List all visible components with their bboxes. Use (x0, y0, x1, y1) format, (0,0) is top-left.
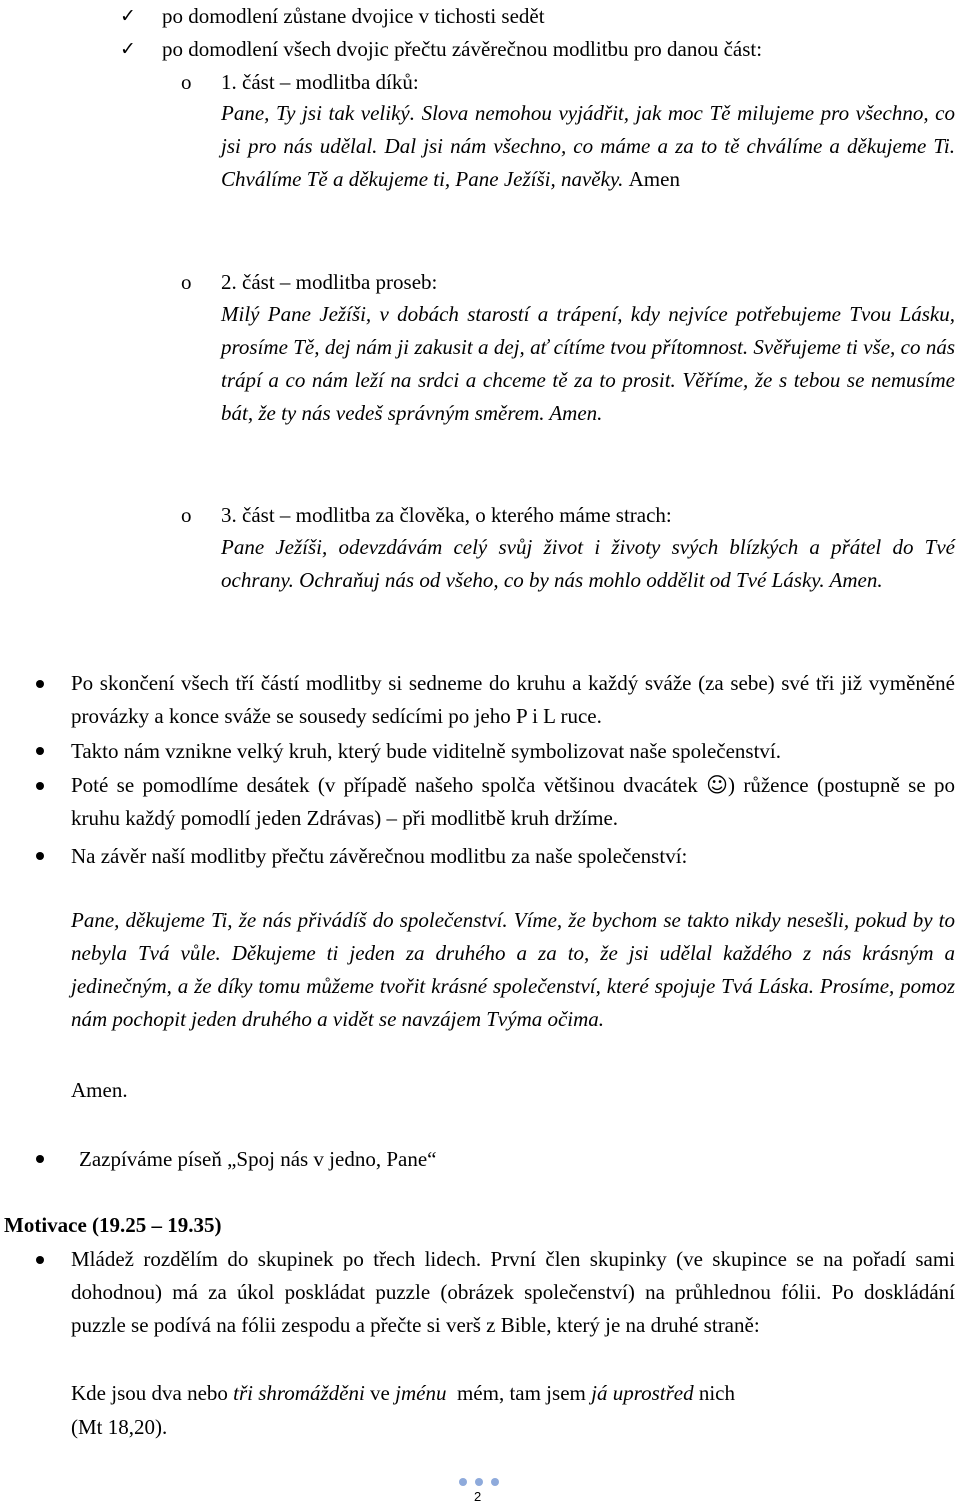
check-item-text: po domodlení zůstane dvojice v tichosti sedět (162, 4, 545, 28)
part-heading: 2. část – modlitba proseb: (221, 270, 438, 294)
smiley-icon: ☺ (706, 773, 729, 797)
footer-dots-decoration (459, 1478, 503, 1488)
song-text: Zazpíváme píseň „Spoj nás v jedno, Pane“ (79, 1147, 437, 1171)
verse-reference: (Mt 18,20). (71, 1415, 168, 1439)
final-amen: Amen. (71, 1078, 128, 1102)
circle-bullet: o (181, 70, 192, 94)
final-prayer-text: Pane, děkujeme Ti, že nás přivádíš do společenství. Víme, že bychom se takto nikdy nesešli, pokud by to nebyla Tvá vůle. Děkujeme ti jeden za druhého a za to, že jsi udělal každého z nás krásným a jedinečným, a že díky tomu můžeme tvořit krásné společenství, které spojuje Tvá Láska. Prosíme, pomoz nám pochopit jeden druhého a vidět se navzájem Tvýma očima. (71, 908, 955, 1031)
prayer-text: Pane, Ty jsi tak veliký. Slova nemohou vyjádřit, jak moc Tě milujeme pro všechno, co jsi pro nás udělal. Dal jsi nám všechno, co máme a za to tě chválíme a děkujeme Ti. Chválíme Tě a děkujeme ti, Pane Ježíši, navěky. Amen (221, 101, 955, 191)
checkmark-icon: ✓ (120, 38, 136, 60)
amen-text: Amen (628, 167, 680, 191)
bullet-text: Po skončení všech tří částí modlitby si sedneme do kruhu a každý sváže (za sebe) své tři již vyměněné provázky a konce sváže se sousedy sedícími po jeho P i L ruce. (71, 671, 955, 728)
page-number: 2 (474, 1489, 482, 1504)
prayer-text: Pane Ježíši, odevzdávám celý svůj život i životy svých blízkých a přátel do Tvé ochrany. Ochraňuj nás od všeho, co by nás mohlo oddělit od Tvé Lásky. Amen. (221, 535, 955, 592)
bullet-dot (36, 1155, 44, 1163)
bible-verse: Kde jsou dva nebo tři shromážděni ve jménu mém, tam jsem já uprostřed nich (71, 1381, 735, 1405)
prayer-text: Milý Pane Ježíši, v dobách starostí a trápení, kdy nejvíce potřebujeme Tvou Lásku, prosíme Tě, dej nám ji zakusit a dej, ať cítíme tvou přítomnost. Svěřujeme ti vše, co nás trápí a co nám leží na srdci a chceme tě za to prosit. Věříme, že s tebou se nemusíme bát, že ty nás vedeš správným směrem. Amen. (221, 302, 955, 425)
bullet-text: Poté se pomodlíme desátek (v případě našeho spolča většinou dvacátek ☺) růžence (postupně se po kruhu každý pomodlí jeden Zdrávas) – při modlitbě kruh držíme. (71, 773, 955, 830)
section-heading: Motivace (19.25 – 19.35) (4, 1213, 222, 1237)
bullet-dot (36, 782, 44, 790)
check-item-text: po domodlení všech dvojic přečtu závěrečnou modlitbu pro danou část: (162, 37, 763, 61)
circle-bullet: o (181, 270, 192, 294)
bullet-dot (36, 747, 44, 755)
bullet-text: Takto nám vznikne velký kruh, který bude viditelně symbolizovat naše společenství. (71, 739, 782, 763)
bullet-dot (36, 680, 44, 688)
bullet-dot (36, 1256, 44, 1264)
checkmark-icon: ✓ (120, 5, 136, 27)
motivace-text: Mládež rozdělím do skupinek po třech lidech. První člen skupinky (ve skupince se na pořadí sami dohodnou) má za úkol poskládat puzzle (obrázek společenství) na průhlednou fólii. Po doskládání puzzle se podívá na fólii zespodu a přečte si verš z Bible, který je na druhé straně: (71, 1247, 955, 1337)
bullet-text: Na závěr naší modlitby přečtu závěrečnou modlitbu za naše společenství: (71, 844, 688, 868)
part-heading: 1. část – modlitba díků: (221, 70, 419, 94)
part-heading: 3. část – modlitba za člověka, o kterého máme strach: (221, 503, 672, 527)
circle-bullet: o (181, 503, 192, 527)
bullet-dot (36, 852, 44, 860)
